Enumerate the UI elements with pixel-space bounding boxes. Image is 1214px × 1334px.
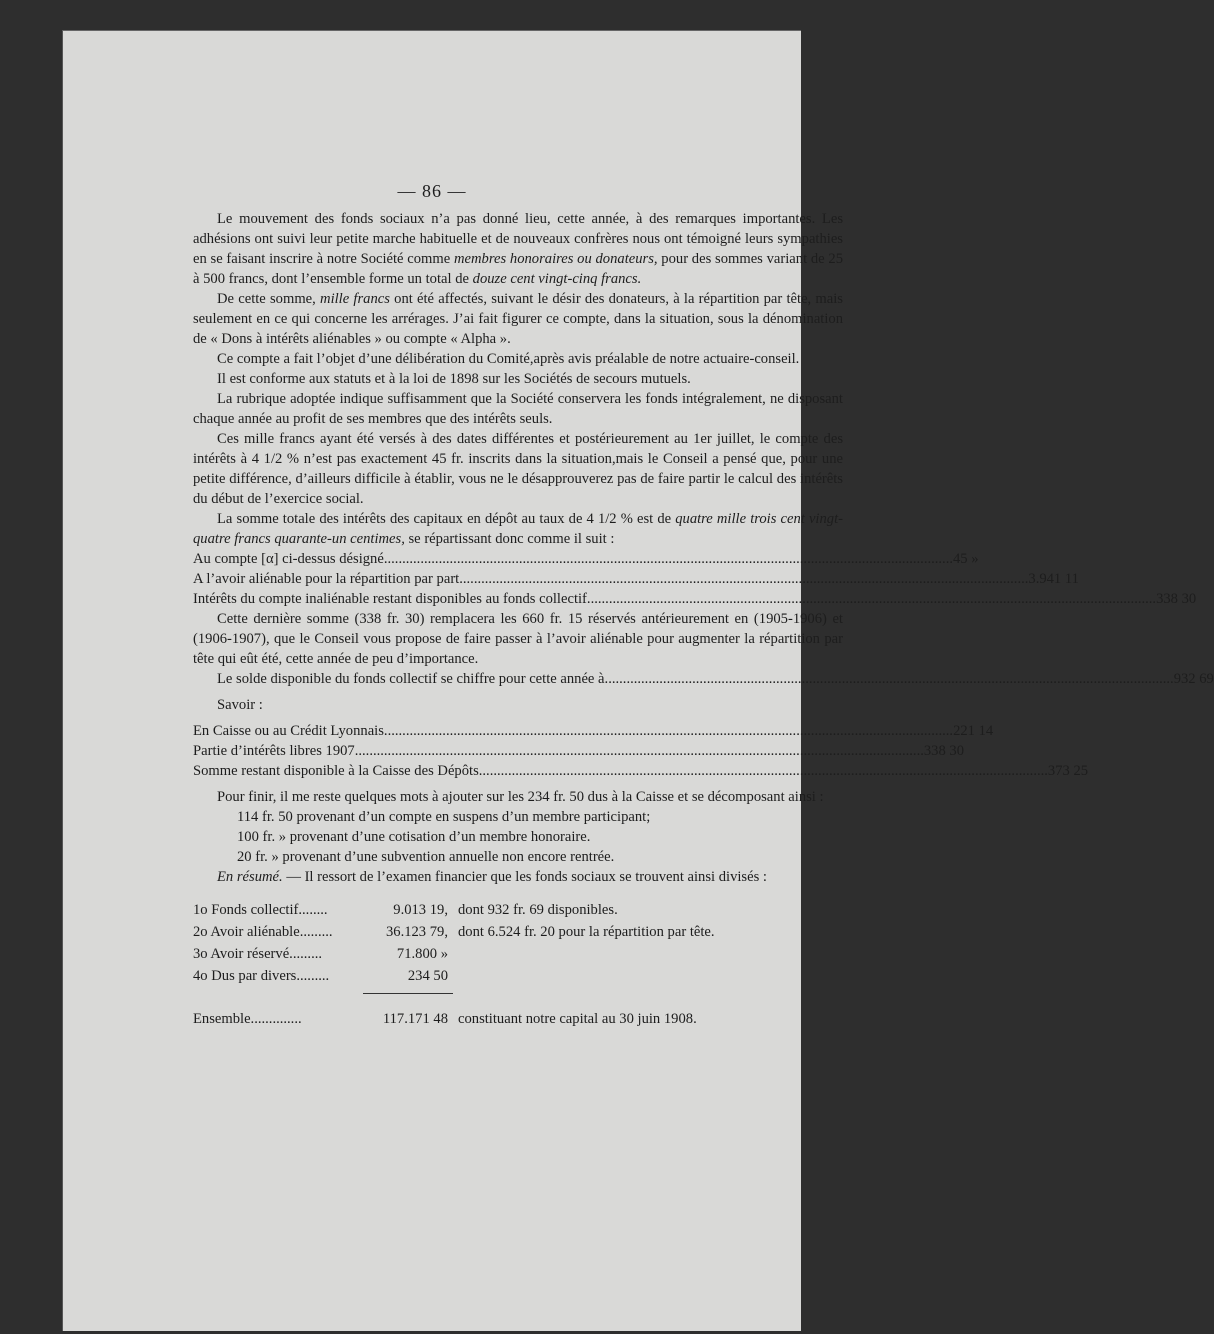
p2-text-a: De cette somme, xyxy=(217,291,321,307)
leader-dots xyxy=(605,669,1174,689)
fund-label: 3o Avoir réservé......... xyxy=(193,946,323,962)
paragraph-8: Cette dernière somme (338 fr. 30) remplacera les 660 fr. 15 réservés antérieurement en (1905-1906) et (1906-1907), que le Conseil vous propose de faire passer à l’avoir aliénable pour augmenter la répartition par tête qui eût été, cette année de peu d’importance. xyxy=(193,611,843,667)
alloc-label: Intérêts du compte inaliénable restant disponibles au fonds collectif xyxy=(193,591,587,607)
breakdown-label: En Caisse ou au Crédit Lyonnais xyxy=(193,723,384,739)
resume-italic: En résumé. xyxy=(217,869,283,885)
breakdown-row xyxy=(193,721,994,741)
leader-dots xyxy=(384,549,953,569)
paragraph-7 xyxy=(193,509,843,549)
alloc-label: Au compte [α] ci-dessus désigné xyxy=(193,551,384,567)
paragraph-1 xyxy=(193,209,843,289)
alloc-amount: 45 » xyxy=(953,551,979,567)
fund-label: 4o Dus par divers......... xyxy=(193,968,330,984)
alloc-row xyxy=(193,569,1079,589)
alloc-amount: 338 30 xyxy=(1156,591,1197,607)
fund-row xyxy=(193,943,843,965)
total-amount: 117.171 48 xyxy=(382,1011,448,1027)
alloc-amount: 3.941 11 xyxy=(1028,571,1079,587)
page-number: — 86 — xyxy=(397,181,467,201)
p2-text-b: ont été affectés, suivant le désir des donateurs, à la répartition par tête, mais seulement en ce qui concerne les arrérages. J’ai fait figurer ce compte, dans la situation, sous la dénomination de « Dons à intérêts aliénables » ou compte « Alpha ». xyxy=(193,291,843,347)
paragraph-5: La rubrique adoptée indique suffisamment que la Société conservera les fonds intégralement, ne disposant chaque année au profit de ses membres que des intérêts seuls. xyxy=(193,391,843,427)
sub-item: 100 fr. » provenant d’une cotisation d’un membre honoraire. xyxy=(237,829,591,845)
alloc-row xyxy=(193,589,1197,609)
fund-amount: 36.123 79, xyxy=(385,924,448,940)
leader-dots xyxy=(384,721,953,741)
document-page xyxy=(62,30,1214,1331)
breakdown-label: Somme restant disponible à la Caisse des Dépôts xyxy=(193,763,479,779)
fund-amount: 9.013 19, xyxy=(393,902,448,918)
p7-italic: quatre mille trois cent vingt-quatre francs quarante-un centimes, xyxy=(193,511,843,547)
paragraph-6: Ces mille francs ayant été versés à des dates différentes et postérieurement au 1er juillet, le compte des intérêts à 4 1/2 % n’est pas exactement 45 fr. inscrits dans la situation,mais le Conseil a pensé que, pour une petite différence, d’ailleurs difficile à établir, vous ne le désapprouverez pas de faire partir le calcul des intérêts du début de l’exercice social. xyxy=(193,431,843,507)
p1-text-b: pour des sommes variant de 25 à 500 francs, dont l’ensemble forme un total de xyxy=(193,251,843,287)
solde-amount: 932 69 xyxy=(1173,671,1214,687)
leader-dots xyxy=(459,569,1028,589)
leader-dots xyxy=(355,741,924,761)
fund-amount: 71.800 » xyxy=(396,946,448,962)
fund-label: 2o Avoir aliénable......... xyxy=(193,924,333,940)
leader-dots xyxy=(587,589,1156,609)
solde-row xyxy=(193,669,1214,689)
total-label: Ensemble.............. xyxy=(193,1011,302,1027)
resume-text: — Il ressort de l’examen financier que les fonds sociaux se trouvent ainsi divisés : xyxy=(282,869,767,885)
breakdown-amount: 221 14 xyxy=(953,723,994,739)
breakdown-amount: 373 25 xyxy=(1047,763,1089,779)
leader-dots xyxy=(479,761,1048,781)
breakdown-row xyxy=(193,761,1089,781)
resume-paragraph xyxy=(193,867,843,887)
breakdown-label: Partie d’intérêts libres 1907 xyxy=(193,743,355,759)
paragraph-3: Ce compte a fait l’objet d’une délibération du Comité,après avis préalable de notre actuaire-conseil. xyxy=(217,351,800,367)
breakdown-amount: 338 30 xyxy=(923,743,965,759)
paragraph-2 xyxy=(193,289,843,349)
alloc-row xyxy=(193,549,979,569)
fund-note: dont 932 fr. 69 disponibles. xyxy=(458,902,618,918)
total-row xyxy=(193,1008,843,1030)
p1-italic-1: membres honoraires ou donateurs, xyxy=(454,251,658,267)
sub-item: 114 fr. 50 provenant d’un compte en suspens d’un membre participant; xyxy=(237,809,651,825)
p1-italic-2: douze cent vingt-cinq francs. xyxy=(472,271,642,287)
total-rule xyxy=(363,993,453,994)
p7-text-b: se répartissant donc comme il suit : xyxy=(404,531,615,547)
total-note: constituant notre capital au 30 juin 1908. xyxy=(458,1011,697,1027)
body-text xyxy=(193,209,1214,1030)
fund-label: 1o Fonds collectif........ xyxy=(193,902,328,918)
p2-italic: mille francs xyxy=(320,291,390,307)
alloc-label: A l’avoir aliénable pour la répartition par part xyxy=(193,571,460,587)
p7-text-a: La somme totale des intérêts des capitaux en dépôt au taux de 4 1/2 % est de xyxy=(217,511,676,527)
fund-row xyxy=(193,921,843,943)
fund-note: dont 6.524 fr. 20 pour la répartition par tête. xyxy=(458,924,715,940)
p1-text: Le mouvement des fonds sociaux n’a pas donné lieu, cette année, à des remarques importantes. Les adhésions ont suivi leur petite marche habituelle et de nouveaux confrères nous ont témoigné leurs sympathies en se faisant inscrire à notre Société comme xyxy=(193,211,843,267)
fund-amount: 234 50 xyxy=(407,968,448,984)
solde-label: Le solde disponible du fonds collectif se chiffre pour cette année à xyxy=(217,671,605,687)
breakdown-row xyxy=(193,741,965,761)
fund-row xyxy=(193,965,843,987)
paragraph-4: Il est conforme aux statuts et à la loi de 1898 sur les Sociétés de secours mutuels. xyxy=(217,371,691,387)
sub-item: 20 fr. » provenant d’une subvention annuelle non encore rentrée. xyxy=(237,849,615,865)
paragraph-9: Pour finir, il me reste quelques mots à ajouter sur les 234 fr. 50 dus à la Caisse et se décomposant ainsi : xyxy=(217,789,824,805)
savoir-label: Savoir : xyxy=(217,697,263,713)
fund-row xyxy=(193,899,843,921)
